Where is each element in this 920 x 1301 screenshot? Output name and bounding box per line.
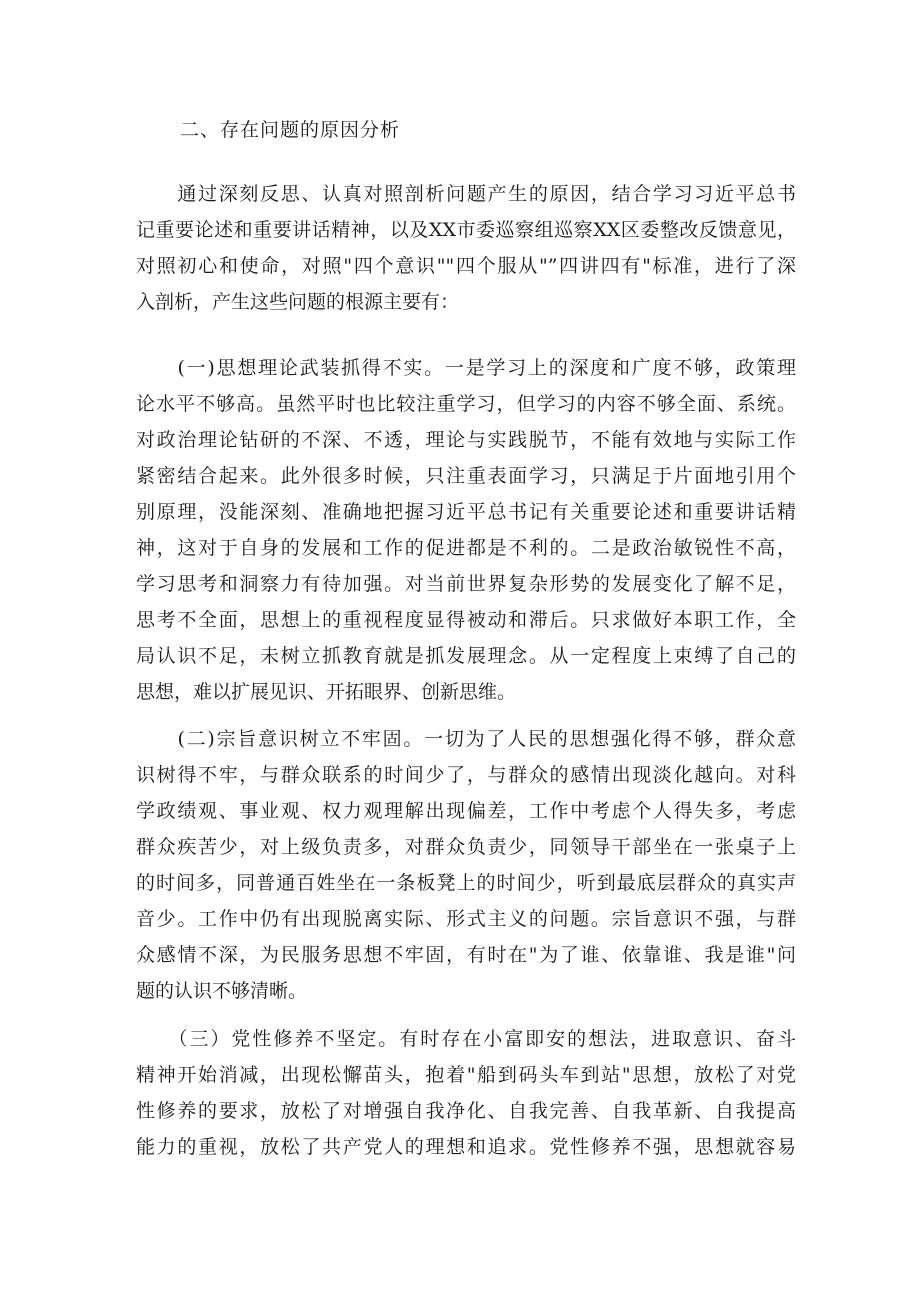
paragraph-line: 的时间多，同普通百姓坐在一条板凳上的时间少，听到最底层群众的真实声 [136, 872, 796, 894]
paragraph-line: 性修养的要求，放松了对增强自我净化、自我完善、自我革新、自我提高 [136, 1100, 796, 1122]
paragraph-line: （三）党性修养不坚定。有时存在小富即安的想法，进取意识、奋斗 [136, 1028, 796, 1050]
paragraph-line: 局认识不足，未树立抓教育就是抓发展理念。从一定程度上束缚了自己的 [136, 645, 796, 667]
paragraph-purpose [136, 721, 796, 1009]
paragraph-line: 学习思考和洞察力有待加强。对当前世界复杂形势的发展变化了解不足， [136, 573, 796, 595]
paragraph-line: 群众疾苦少，对上级负责多，对群众负责少，同领导干部坐在一张桌子上 [136, 836, 796, 858]
paragraph-line: 论水平不够高。虽然平时也比较注重学习，但学习的内容不够全面、系统。 [136, 393, 796, 415]
paragraph-line: 题的认识不够清晰。 [136, 980, 308, 1002]
paragraph-line: 对照初心和使命，对照"四个意识""四个服从"”四讲四有"标准，进行了深 [136, 255, 796, 277]
paragraph-line: 众感情不深，为民服务思想不牢固，有时在"为了谁、依靠谁、我是谁"问 [136, 944, 796, 966]
paragraph-line: 紧密结合起来。此外很多时候，只注重表面学习，只满足于片面地引用个 [136, 465, 796, 487]
section-heading: 二、存在问题的原因分析 [180, 119, 401, 141]
paragraph-line: 精神开始消减，出现松懈苗头，抱着"船到码头车到站"思想，放松了对党 [136, 1064, 796, 1086]
paragraph-party-spirit [136, 1021, 796, 1165]
paragraph-line: 通过深刻反思、认真对照剖析问题产生的原因，结合学习习近平总书 [136, 183, 796, 205]
paragraph-line: 思想，难以扩展见识、开拓眼界、创新思维。 [136, 681, 517, 703]
paragraph-line: 学政绩观、事业观、权力观理解出现偏差，工作中考虑个人得失多，考虑 [136, 800, 796, 822]
paragraph-line: 识树得不牢，与群众联系的时间少了，与群众的感情出现淡化越向。对科 [136, 764, 796, 786]
paragraph-line: 入剖析，产生这些问题的根源主要有： [136, 291, 460, 313]
paragraph-line: 对政治理论钻研的不深、不透，理论与实践脱节，不能有效地与实际工作 [136, 429, 796, 451]
paragraph-line: 记重要论述和重要讲话精神，以及XX市委巡察组巡察XX区委整改反馈意见， [136, 219, 796, 241]
paragraph-line: (二)宗旨意识树立不牢固。一切为了人民的思想强化得不够，群众意 [136, 728, 796, 750]
paragraph-intro [136, 176, 796, 320]
paragraph-line: 神，这对于自身的发展和工作的促进都是不利的。二是政治敏锐性不高， [136, 537, 796, 559]
paragraph-line: 能力的重视，放松了共产党人的理想和追求。党性修养不强，思想就容易 [136, 1136, 796, 1158]
paragraph-line: 思考不全面，思想上的重视程度显得被动和滞后。只求做好本职工作，全 [136, 609, 796, 631]
paragraph-line: 别原理，没能深刻、准确地把握习近平总书记有关重要论述和重要讲话精 [136, 501, 796, 523]
paragraph-line: (一)思想理论武装抓得不实。一是学习上的深度和广度不够，政策理 [136, 357, 796, 379]
paragraph-theory [136, 350, 796, 710]
paragraph-line: 音少。工作中仍有出现脱离实际、形式主义的问题。宗旨意识不强，与群 [136, 908, 796, 930]
